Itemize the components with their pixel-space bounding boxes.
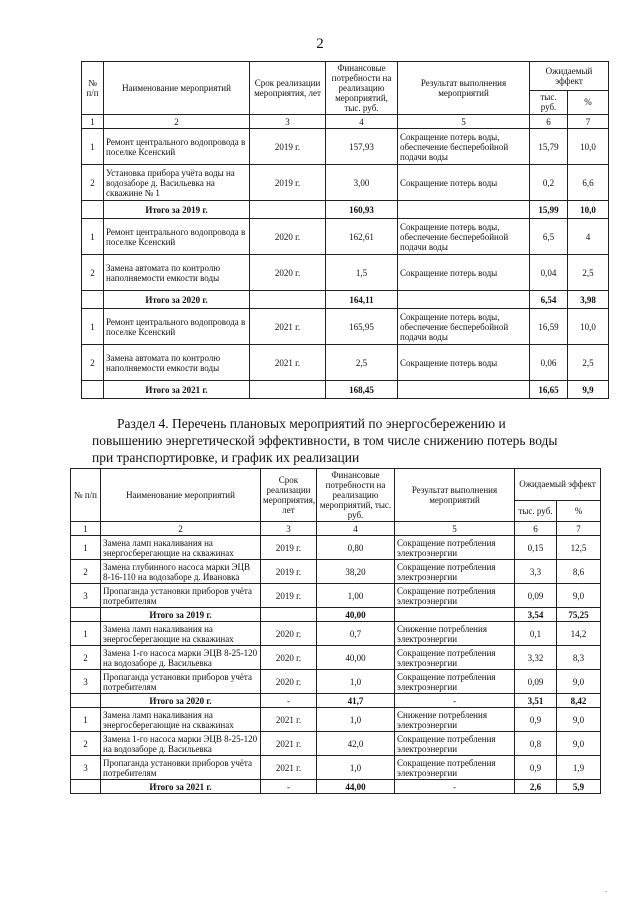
header-effect-rub: тыс. руб. xyxy=(530,90,568,114)
table-row xyxy=(82,165,609,201)
effect-rub: 15,79 xyxy=(530,129,568,165)
column-number-cell: 1 xyxy=(82,115,104,129)
total-num-cell xyxy=(82,201,104,219)
row-number: 2 xyxy=(71,646,101,670)
effect-rub: 0,09 xyxy=(515,670,557,694)
total-effect-rub: 3,54 xyxy=(515,608,557,622)
measure-result: Сокращение потерь воды, обеспечение бесперебойной подачи воды xyxy=(398,219,530,255)
page-number: 2 xyxy=(316,36,324,52)
total-finance: 168,45 xyxy=(326,381,398,399)
column-number-cell: 7 xyxy=(557,522,601,536)
measure-result: Снижение потребления электроэнергии xyxy=(395,708,515,732)
row-number: 2 xyxy=(71,560,101,584)
measure-result: Сокращение потерь воды xyxy=(398,255,530,291)
measure-term: 2019 г. xyxy=(250,165,326,201)
effect-pct: 12,5 xyxy=(557,536,601,560)
measure-term: 2021 г. xyxy=(261,756,317,780)
header-result: Результат выполнения мероприятий xyxy=(398,62,530,115)
total-result xyxy=(398,201,530,219)
measure-finance: 1,0 xyxy=(317,670,395,694)
measure-name: Замена ламп накаливания на энергосберегающие на скважинах xyxy=(101,708,261,732)
table-row xyxy=(82,129,609,165)
header-term: Срок реализации мероприятия, лет xyxy=(261,469,317,522)
table-row xyxy=(82,255,609,291)
measure-term: 2019 г. xyxy=(261,560,317,584)
effect-pct: 9,0 xyxy=(557,708,601,732)
row-number: 2 xyxy=(82,345,104,381)
measure-result: Сокращение потребления электроэнергии xyxy=(395,670,515,694)
effect-rub: 0,9 xyxy=(515,756,557,780)
measure-term: 2019 г. xyxy=(261,536,317,560)
effect-rub: 0,9 xyxy=(515,708,557,732)
table-row xyxy=(71,622,601,646)
table-row xyxy=(71,646,601,670)
column-number-cell: 3 xyxy=(261,522,317,536)
measure-name: Пропаганда установки приборов учёта потребителям xyxy=(101,670,261,694)
effect-pct: 10,0 xyxy=(568,129,609,165)
header-effect: Ожидаемый эффект xyxy=(530,62,609,91)
effect-pct: 14,2 xyxy=(557,622,601,646)
total-row xyxy=(71,608,601,622)
row-number: 1 xyxy=(71,622,101,646)
total-label: Итого за 2019 г. xyxy=(101,608,261,622)
measure-name: Ремонт центрального водопровода в поселке Ксенский xyxy=(104,309,250,345)
effect-pct: 4 xyxy=(568,219,609,255)
measure-result: Сокращение потребления электроэнергии xyxy=(395,646,515,670)
effect-rub: 3,32 xyxy=(515,646,557,670)
total-effect-rub: 16,65 xyxy=(530,381,568,399)
total-label: Итого за 2021 г. xyxy=(104,381,250,399)
total-term xyxy=(250,291,326,309)
measure-name: Пропаганда установки приборов учёта потребителям xyxy=(101,756,261,780)
effect-pct: 2,5 xyxy=(568,345,609,381)
total-finance: 164,11 xyxy=(326,291,398,309)
section-heading-line2: повышению энергетической эффективности, в том числе снижению потерь воды xyxy=(92,433,558,448)
effect-rub: 0,06 xyxy=(530,345,568,381)
measure-name: Замена ламп накаливания на энергосберегающие на скважинах xyxy=(101,536,261,560)
measure-result: Сокращение потребления электроэнергии xyxy=(395,536,515,560)
measure-term: 2021 г. xyxy=(261,708,317,732)
table-row xyxy=(71,708,601,732)
effect-pct: 8,3 xyxy=(557,646,601,670)
header-name: Наименование мероприятий xyxy=(104,62,250,115)
measure-term: 2019 г. xyxy=(250,129,326,165)
total-row xyxy=(82,381,609,399)
measure-result: Сокращение потребления электроэнергии xyxy=(395,584,515,608)
total-finance: 40,00 xyxy=(317,608,395,622)
measure-term: 2020 г. xyxy=(250,219,326,255)
measure-finance: 0,80 xyxy=(317,536,395,560)
table-row xyxy=(82,219,609,255)
total-label: Итого за 2020 г. xyxy=(104,291,250,309)
measure-name: Замена 1-го насоса марки ЭЦВ 8-25-120 на водозаборе д. Васильевка xyxy=(101,646,261,670)
column-number-cell: 4 xyxy=(317,522,395,536)
total-term xyxy=(250,381,326,399)
total-effect-rub: 2,6 xyxy=(515,780,557,794)
effect-pct: 9,0 xyxy=(557,670,601,694)
header-name: Наименование мероприятий xyxy=(101,469,261,522)
total-row xyxy=(71,694,601,708)
column-number-cell: 7 xyxy=(568,115,609,129)
row-number: 2 xyxy=(82,165,104,201)
measure-result: Сокращение потребления электроэнергии xyxy=(395,560,515,584)
measure-name: Установка прибора учёта воды на водозаборе д. Васильевка на скважине № 1 xyxy=(104,165,250,201)
table-row xyxy=(71,584,601,608)
total-num-cell xyxy=(71,694,101,708)
total-label: Итого за 2021 г. xyxy=(101,780,261,794)
total-finance: 44,00 xyxy=(317,780,395,794)
total-effect-pct: 9,9 xyxy=(568,381,609,399)
measure-term: 2020 г. xyxy=(250,255,326,291)
total-num-cell xyxy=(71,780,101,794)
measure-finance: 1,0 xyxy=(317,708,395,732)
total-effect-pct: 10,0 xyxy=(568,201,609,219)
row-number: 2 xyxy=(71,732,101,756)
measure-result: Сокращение потерь воды, обеспечение бесперебойной подачи воды xyxy=(398,129,530,165)
measure-term: 2020 г. xyxy=(261,670,317,694)
column-number-cell: 6 xyxy=(515,522,557,536)
total-finance: 160,93 xyxy=(326,201,398,219)
row-number: 3 xyxy=(71,756,101,780)
total-term: - xyxy=(261,694,317,708)
column-number-cell: 4 xyxy=(326,115,398,129)
total-result xyxy=(398,381,530,399)
header-effect: Ожидаемый эффект xyxy=(515,469,601,501)
total-label: Итого за 2020 г. xyxy=(101,694,261,708)
measure-name: Ремонт центрального водопровода в поселке Ксенский xyxy=(104,219,250,255)
measure-name: Замена ламп накаливания на энергосберегающие на скважинах xyxy=(101,622,261,646)
total-label: Итого за 2019 г. xyxy=(104,201,250,219)
measure-finance: 157,93 xyxy=(326,129,398,165)
measure-finance: 165,95 xyxy=(326,309,398,345)
measure-finance: 3,00 xyxy=(326,165,398,201)
effect-pct: 9,0 xyxy=(557,732,601,756)
measure-term: 2019 г. xyxy=(261,584,317,608)
measure-finance: 38,20 xyxy=(317,560,395,584)
measure-term: 2021 г. xyxy=(250,309,326,345)
header-finance: Финансовые потребности на реализацию мероприятий, тыс. руб. xyxy=(326,62,398,115)
effect-rub: 0,1 xyxy=(515,622,557,646)
header-result: Результат выполнения мероприятий xyxy=(395,469,515,522)
column-number-cell: 2 xyxy=(104,115,250,129)
measure-result: Сокращение потерь воды xyxy=(398,345,530,381)
measure-name: Пропаганда установки приборов учёта потребителям xyxy=(101,584,261,608)
header-term: Срок реализации мероприятия, лет xyxy=(250,62,326,115)
measure-name: Замена глубинного насоса марки ЭЦВ 8-16-110 на водозаборе д. Ивановка xyxy=(101,560,261,584)
measure-term: 2020 г. xyxy=(261,622,317,646)
measure-finance: 1,5 xyxy=(326,255,398,291)
total-term xyxy=(261,608,317,622)
measure-result: Сокращение потерь воды xyxy=(398,165,530,201)
total-finance: 41,7 xyxy=(317,694,395,708)
table-row xyxy=(71,670,601,694)
measure-term: 2021 г. xyxy=(250,345,326,381)
row-number: 3 xyxy=(71,670,101,694)
row-number: 1 xyxy=(82,309,104,345)
measure-finance: 40,00 xyxy=(317,646,395,670)
row-number: 1 xyxy=(82,219,104,255)
row-number: 1 xyxy=(71,708,101,732)
total-term: - xyxy=(261,780,317,794)
table-row xyxy=(82,345,609,381)
effect-pct: 2,5 xyxy=(568,255,609,291)
effect-rub: 6,5 xyxy=(530,219,568,255)
total-num-cell xyxy=(71,608,101,622)
table-row xyxy=(71,732,601,756)
measure-term: 2021 г. xyxy=(261,732,317,756)
total-effect-rub: 3,51 xyxy=(515,694,557,708)
measure-result: Сокращение потерь воды, обеспечение бесперебойной подачи воды xyxy=(398,309,530,345)
total-result xyxy=(395,608,515,622)
measure-finance: 1,0 xyxy=(317,756,395,780)
section-heading-line3: при транспортировке, и график их реализации xyxy=(92,450,360,465)
row-number: 1 xyxy=(71,536,101,560)
section-heading-line1: Раздел 4. Перечень плановых мероприятий по энергосбережению и xyxy=(117,416,506,431)
column-number-cell: 2 xyxy=(101,522,261,536)
row-number: 3 xyxy=(71,584,101,608)
row-number: 2 xyxy=(82,255,104,291)
total-effect-rub: 15,99 xyxy=(530,201,568,219)
total-row xyxy=(82,291,609,309)
effect-rub: 0,8 xyxy=(515,732,557,756)
column-number-cell: 5 xyxy=(395,522,515,536)
table-row xyxy=(71,756,601,780)
column-numbers-row xyxy=(71,522,601,536)
column-numbers-row xyxy=(82,115,609,129)
column-number-cell: 3 xyxy=(250,115,326,129)
total-effect-rub: 6,54 xyxy=(530,291,568,309)
water-loss-measures-table xyxy=(81,61,609,399)
effect-rub: 0,2 xyxy=(530,165,568,201)
header-effect-pct: % xyxy=(568,90,609,114)
measure-finance: 2,5 xyxy=(326,345,398,381)
effect-pct: 9,0 xyxy=(557,584,601,608)
table-row xyxy=(82,309,609,345)
measure-finance: 162,61 xyxy=(326,219,398,255)
effect-rub: 16,59 xyxy=(530,309,568,345)
measure-name: Замена автомата по контролю наполняемости емкости воды xyxy=(104,345,250,381)
effect-rub: 0,04 xyxy=(530,255,568,291)
measure-term: 2020 г. xyxy=(261,646,317,670)
total-effect-pct: 5,9 xyxy=(557,780,601,794)
section-heading xyxy=(92,415,589,466)
column-number-cell: 5 xyxy=(398,115,530,129)
column-number-cell: 1 xyxy=(71,522,101,536)
measure-name: Ремонт центрального водопровода в поселке Ксенский xyxy=(104,129,250,165)
measure-finance: 1,00 xyxy=(317,584,395,608)
effect-pct: 8,6 xyxy=(557,560,601,584)
measure-result: Сокращение потребления электроэнергии xyxy=(395,732,515,756)
measure-name: Замена 1-го насоса марки ЭЦВ 8-25-120 на водозаборе д. Васильевка xyxy=(101,732,261,756)
total-num-cell xyxy=(82,381,104,399)
header-num: № п/п xyxy=(71,469,101,522)
total-term xyxy=(250,201,326,219)
total-result xyxy=(398,291,530,309)
effect-rub: 0,09 xyxy=(515,584,557,608)
row-number: 1 xyxy=(82,129,104,165)
effect-rub: 0,15 xyxy=(515,536,557,560)
header-num: № п/п xyxy=(82,62,104,115)
measure-name: Замена автомата по контролю наполняемости емкости воды xyxy=(104,255,250,291)
column-number-cell: 6 xyxy=(530,115,568,129)
total-num-cell xyxy=(82,291,104,309)
total-result: - xyxy=(395,694,515,708)
measure-finance: 0,7 xyxy=(317,622,395,646)
table-row xyxy=(71,536,601,560)
total-row xyxy=(71,780,601,794)
total-effect-pct: 3,98 xyxy=(568,291,609,309)
measure-result: Снижение потребления электроэнергии xyxy=(395,622,515,646)
effect-pct: 6,6 xyxy=(568,165,609,201)
header-finance: Финансовые потребности на реализацию мероприятий, тыс. руб. xyxy=(317,469,395,522)
measure-result: Сокращение потребления электроэнергии xyxy=(395,756,515,780)
header-effect-pct: % xyxy=(557,500,601,521)
total-effect-pct: 8,42 xyxy=(557,694,601,708)
page-mark: . xyxy=(605,885,607,894)
total-result: - xyxy=(395,780,515,794)
total-row xyxy=(82,201,609,219)
table-row xyxy=(71,560,601,584)
effect-rub: 3,3 xyxy=(515,560,557,584)
header-effect-rub: тыс. руб. xyxy=(515,500,557,521)
effect-pct: 10,0 xyxy=(568,309,609,345)
energy-saving-measures-table xyxy=(70,468,601,794)
measure-finance: 42,0 xyxy=(317,732,395,756)
effect-pct: 1,9 xyxy=(557,756,601,780)
total-effect-pct: 75,25 xyxy=(557,608,601,622)
